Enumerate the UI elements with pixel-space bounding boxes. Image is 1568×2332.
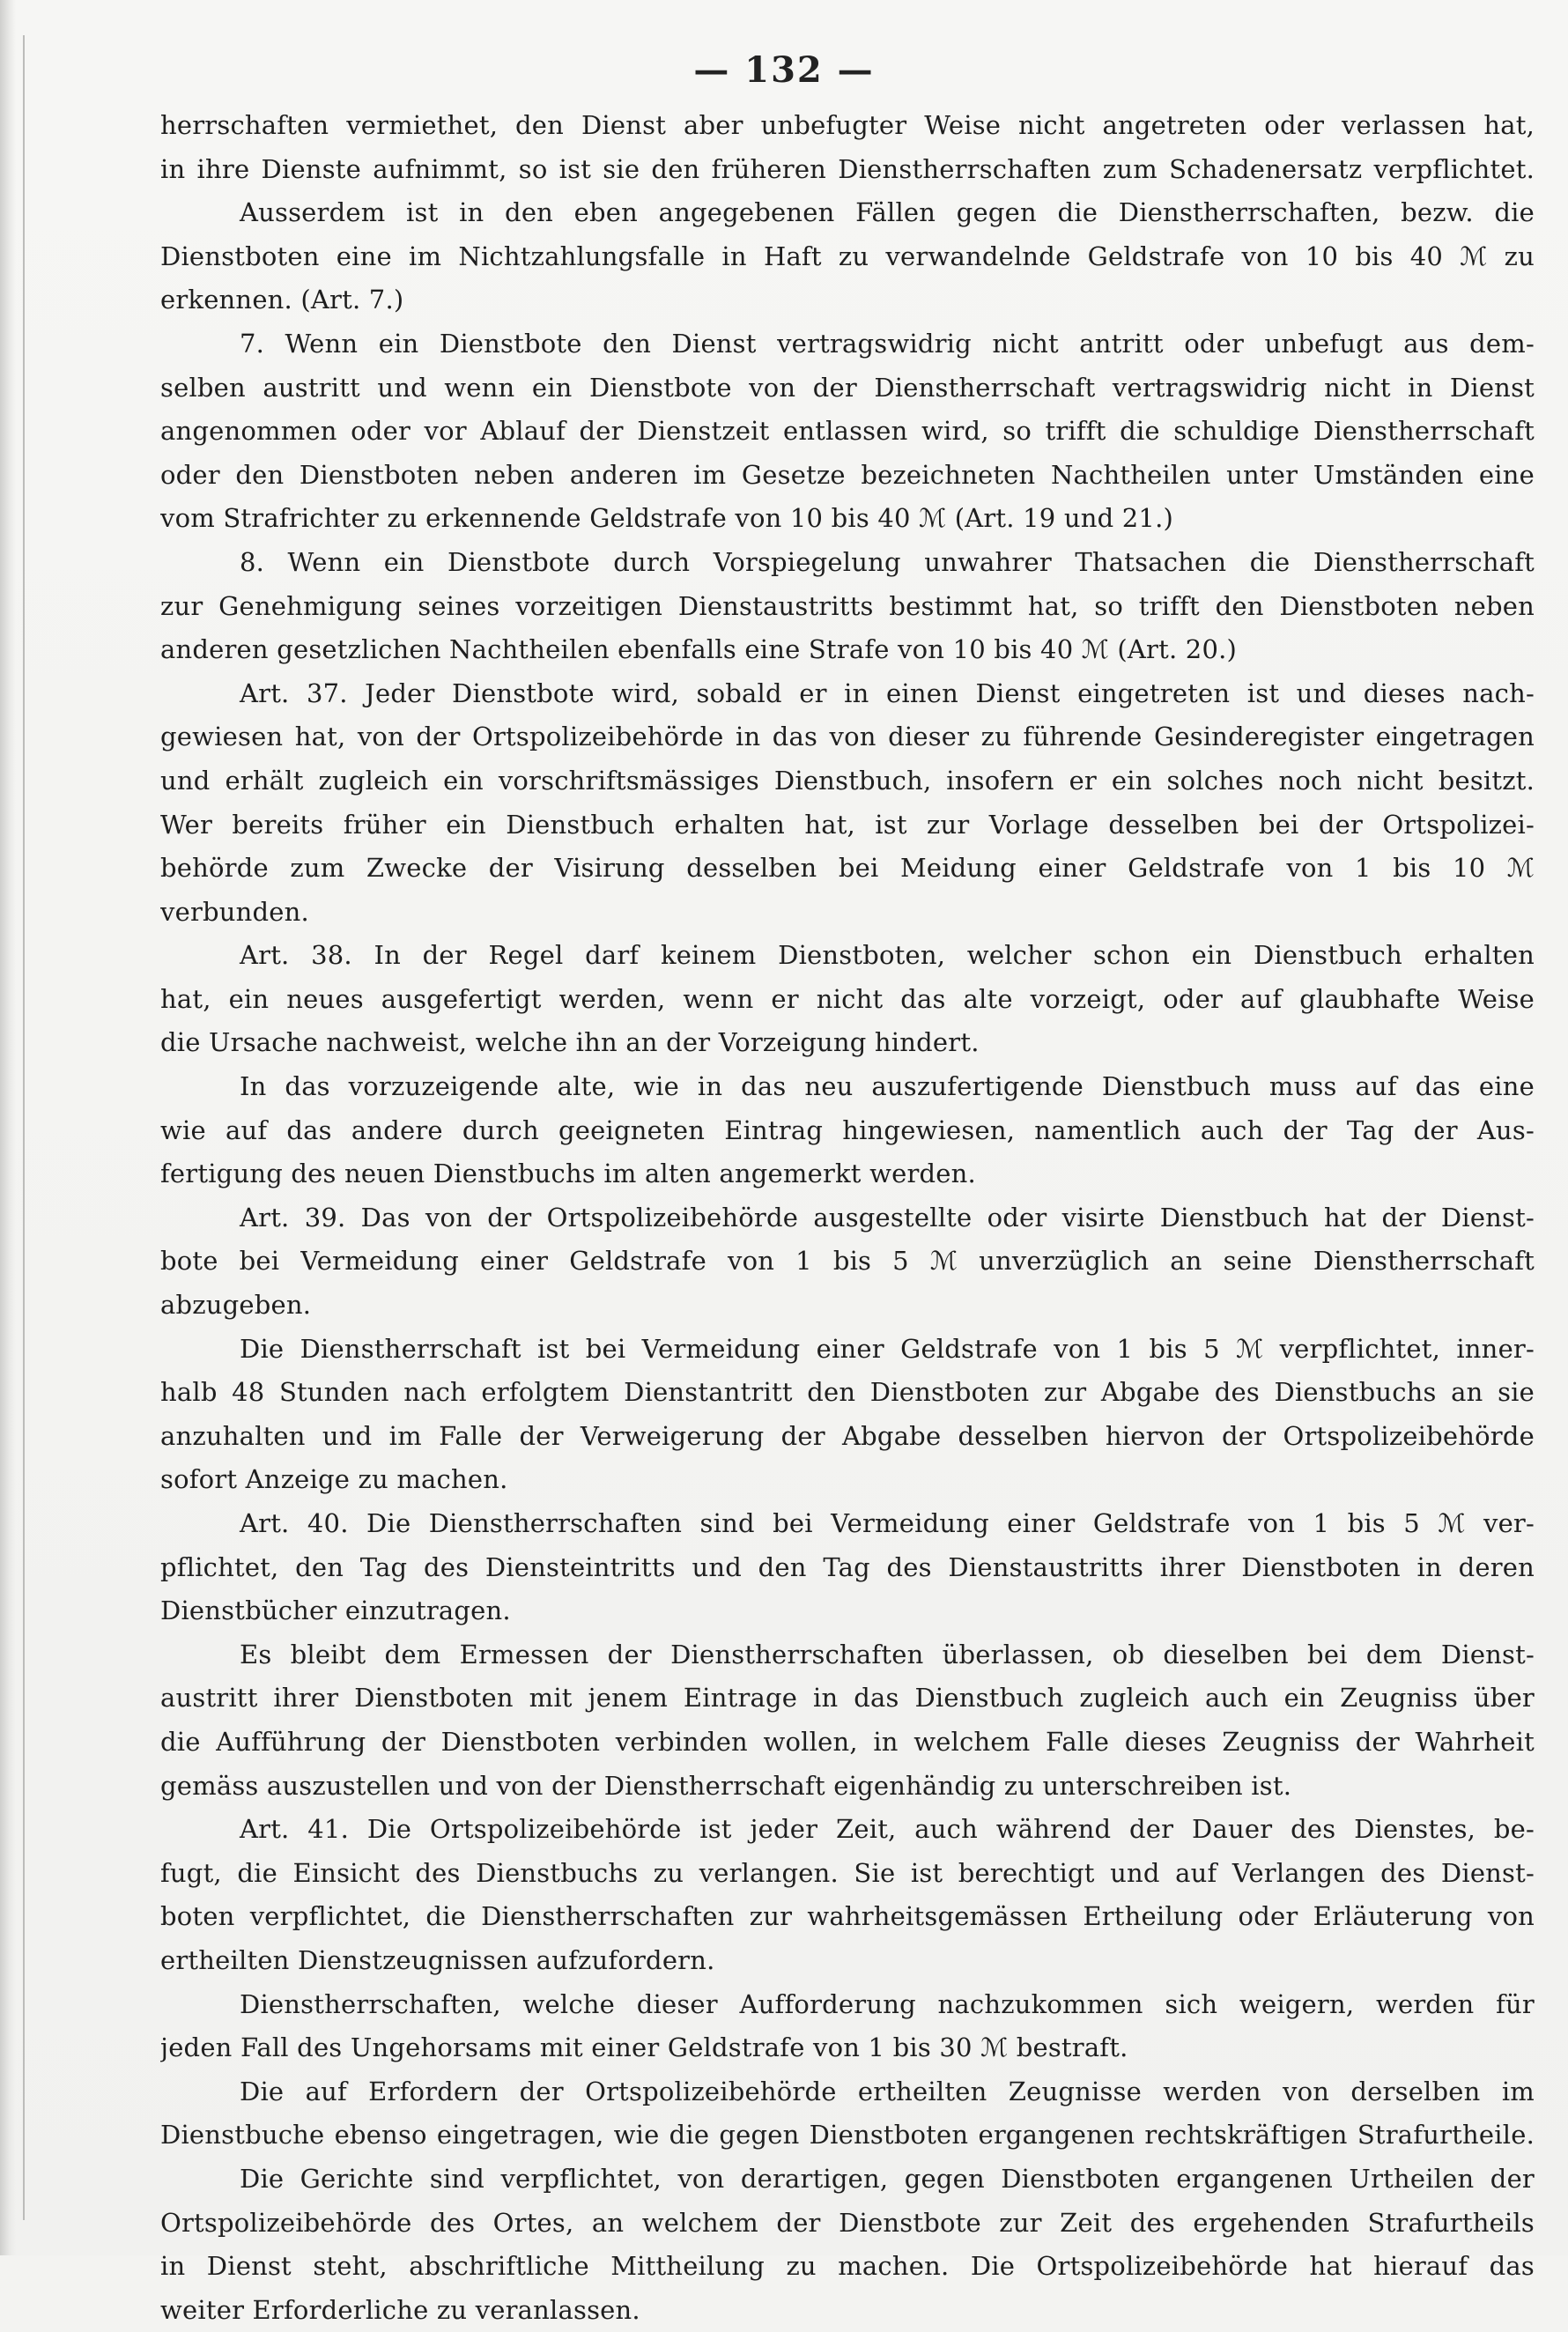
text-line: angenommen oder vor Ablauf der Dienstzeit entlassen wird, so trifft die schuldige Dienstherrschaft	[160, 416, 1535, 447]
text-line: vom Strafrichter zu erkennende Geldstrafe von 10 bis 40 ℳ (Art. 19 und 21.)	[160, 503, 1174, 534]
text-line: Ausserdem ist in den eben angegebenen Fällen gegen die Dienstherrschaften, bezw. die	[240, 197, 1535, 228]
text-line: wie auf das andere durch geeigneten Eintrag hingewiesen, namentlich auch der Tag der Aus-	[160, 1114, 1535, 1145]
page-number: — 132 —	[693, 49, 875, 91]
text-line: Ortspolizeibehörde des Ortes, an welchem der Dienstbote zur Zeit des ergehenden Strafurtheils	[160, 2207, 1535, 2238]
text-line: boten verpflichtet, die Dienstherrschaften zur wahrheitsgemässen Ertheilung oder Erläuterung von	[160, 1901, 1535, 1932]
text-line: hat, ein neues ausgefertigt werden, wenn er nicht das alte vorzeigt, oder auf glaubhafte Weise	[160, 983, 1535, 1014]
body-text	[160, 104, 1535, 2332]
text-line: Art. 39. Das von der Ortspolizeibehörde ausgestellte oder visirte Dienstbuch hat der Dienst-	[240, 1202, 1535, 1233]
text-line: Die auf Erfordern der Ortspolizeibehörde ertheilten Zeugnisse werden von derselben im	[240, 2076, 1535, 2106]
text-line: zur Genehmigung seines vorzeitigen Dienstaustritts bestimmt hat, so trifft den Dienstboten neben	[160, 590, 1535, 621]
text-line: erkennen. (Art. 7.)	[160, 285, 404, 315]
text-line: sofort Anzeige zu machen.	[160, 1464, 508, 1495]
text-line: Die Gerichte sind verpflichtet, von derartigen, gegen Dienstboten ergangenen Urtheilen der	[240, 2163, 1535, 2194]
text-line: Art. 38. In der Regel darf keinem Dienstboten, welcher schon ein Dienstbuch erhalten	[240, 940, 1535, 971]
text-line: Art. 40. Die Dienstherrschaften sind bei Vermeidung einer Geldstrafe von 1 bis 5 ℳ ver-	[240, 1508, 1535, 1538]
text-line: verbunden.	[160, 896, 309, 927]
text-line: anzuhalten und im Falle der Verweigerung der Abgabe desselben hiervon der Ortspolizeibehörde	[160, 1420, 1535, 1451]
text-line: die Aufführung der Dienstboten verbinden wollen, in welchem Falle dieses Zeugniss der Wahrheit	[160, 1726, 1535, 1757]
text-line: Es bleibt dem Ermessen der Dienstherrschaften überlassen, ob dieselben bei dem Dienst-	[240, 1639, 1535, 1669]
text-line: halb 48 Stunden nach erfolgtem Dienstantritt den Dienstboten zur Abgabe des Dienstbuchs an sie	[160, 1377, 1535, 1408]
text-line: in ihre Dienste aufnimmt, so ist sie den früheren Dienstherrschaften zum Schadenersatz verpflichtet.	[160, 153, 1535, 184]
text-line: In das vorzuzeigende alte, wie in das neu auszufertigende Dienstbuch muss auf das eine	[240, 1071, 1535, 1102]
text-line: 7. Wenn ein Dienstbote den Dienst vertragswidrig nicht antritt oder unbefugt aus dem-	[240, 328, 1535, 359]
text-line: die Ursache nachweist, welche ihn an der Vorzeigung hindert.	[160, 1027, 980, 1058]
text-line: in Dienst steht, abschriftliche Mittheilung zu machen. Die Ortspolizeibehörde hat hierauf das	[160, 2251, 1535, 2282]
text-line: Wer bereits früher ein Dienstbuch erhalten hat, ist zur Vorlage desselben bei der Ortspolizei-	[160, 809, 1535, 840]
text-line: weiter Erforderliche zu veranlassen.	[160, 2294, 640, 2325]
binding-edge	[0, 0, 16, 2255]
text-line: anderen gesetzlichen Nachtheilen ebenfalls eine Strafe von 10 bis 40 ℳ (Art. 20.)	[160, 634, 1238, 665]
text-line: oder den Dienstboten neben anderen im Gesetze bezeichneten Nachtheilen unter Umständen eine	[160, 459, 1535, 490]
text-line: Dienstbücher einzutragen.	[160, 1595, 511, 1626]
text-line: Dienstbuche ebenso eingetragen, wie die gegen Dienstboten ergangenen rechtskräftigen Strafurtheile.	[160, 2120, 1535, 2151]
text-line: gewiesen hat, von der Ortspolizeibehörde in das von dieser zu führende Gesinderegister eingetragen	[160, 722, 1535, 752]
text-line: Dienstboten eine im Nichtzahlungsfalle in Haft zu verwandelnde Geldstrafe von 10 bis 40 ℳ zu	[160, 241, 1535, 271]
text-line: pflichtet, den Tag des Diensteintritts und den Tag des Dienstaustritts ihrer Dienstboten in deren	[160, 1551, 1535, 1582]
text-line: ertheilten Dienstzeugnissen aufzufordern.	[160, 1944, 715, 1975]
text-line: Art. 41. Die Ortspolizeibehörde ist jeder Zeit, auch während der Dauer des Dienstes, be-	[240, 1814, 1535, 1845]
text-line: abzugeben.	[160, 1290, 312, 1321]
text-line: selben austritt und wenn ein Dienstbote von der Dienstherrschaft vertragswidrig nicht in Dienst	[160, 372, 1535, 403]
text-line: Dienstherrschaften, welche dieser Aufforderung nachzukommen sich weigern, werden für	[240, 1988, 1535, 2019]
text-line: 8. Wenn ein Dienstbote durch Vorspiegelung unwahrer Thatsachen die Dienstherrschaft	[240, 546, 1535, 577]
text-line: jeden Fall des Ungehorsams mit einer Geldstrafe von 1 bis 30 ℳ bestraft.	[160, 2032, 1128, 2063]
text-line: Die Dienstherrschaft ist bei Vermeidung einer Geldstrafe von 1 bis 5 ℳ verpflichtet, inner-	[240, 1333, 1535, 1364]
text-line: fugt, die Einsicht des Dienstbuchs zu verlangen. Sie ist berechtigt und auf Verlangen des Dienst-	[160, 1857, 1535, 1888]
text-line: Art. 37. Jeder Dienstbote wird, sobald er in einen Dienst eingetreten ist und dieses nach-	[240, 677, 1535, 708]
text-line: bote bei Vermeidung einer Geldstrafe von 1 bis 5 ℳ unverzüglich an seine Dienstherrschaft	[160, 1246, 1535, 1277]
text-line: herrschaften vermiethet, den Dienst aber unbefugter Weise nicht angetreten oder verlassen hat,	[160, 110, 1535, 140]
text-line: behörde zum Zwecke der Visirung desselben bei Meidung einer Geldstrafe von 1 bis 10 ℳ	[160, 853, 1535, 884]
text-line: gemäss auszustellen und von der Dienstherrschaft eigenhändig zu unterschreiben ist.	[160, 1770, 1292, 1801]
binding-line	[23, 35, 25, 2220]
text-line: fertigung des neuen Dienstbuchs im alten angemerkt werden.	[160, 1159, 976, 1189]
text-line: und erhält zugleich ein vorschriftsmässiges Dienstbuch, insofern er ein solches noch nicht besitzt.	[160, 765, 1535, 796]
text-line: austritt ihrer Dienstboten mit jenem Eintrage in das Dienstbuch zugleich auch ein Zeugniss über	[160, 1683, 1535, 1714]
